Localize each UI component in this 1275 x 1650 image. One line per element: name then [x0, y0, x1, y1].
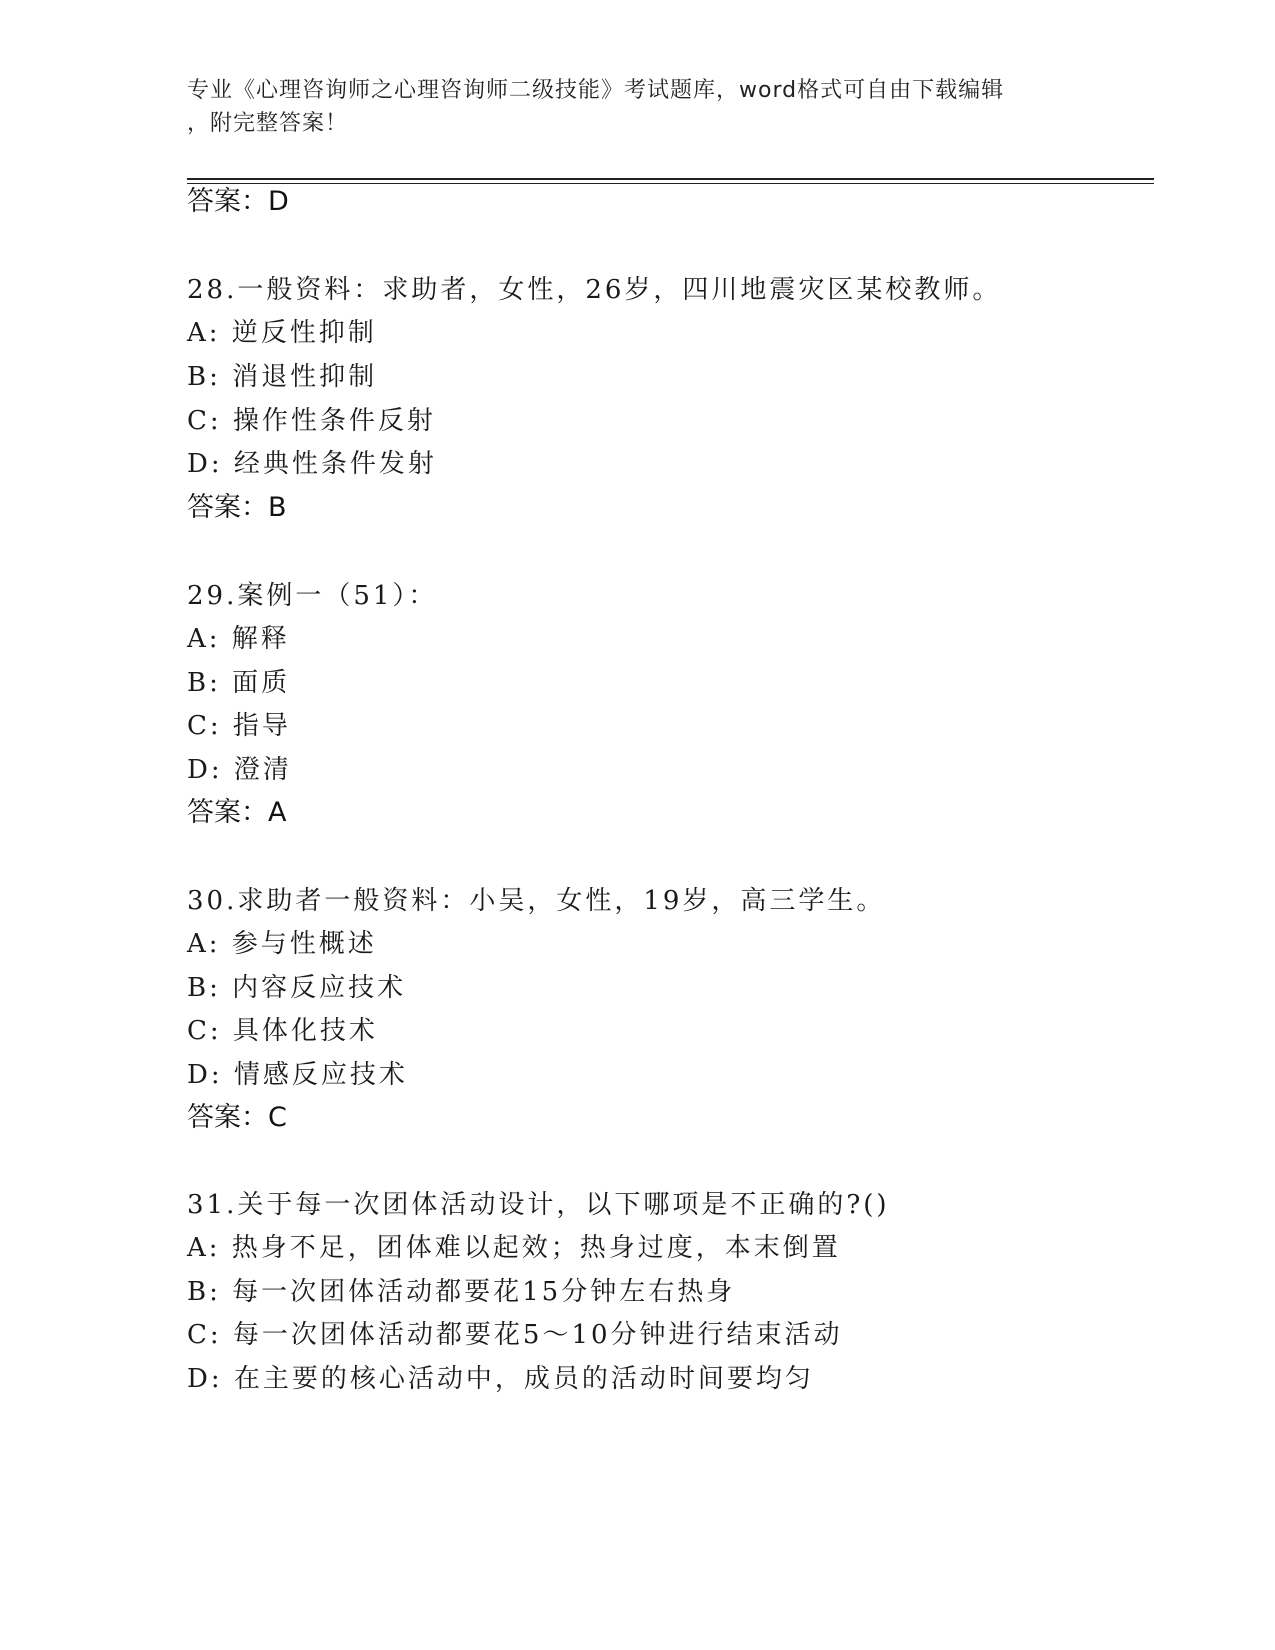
question-stem: 30.求助者一般资料：小吴，女性，19岁，高三学生。 [187, 886, 886, 916]
option-a: A: 热身不足，团体难以起效；热身过度，本末倒置 [187, 1233, 841, 1263]
option-b: B: 内容反应技术 [187, 973, 407, 1003]
option-a: A: 解释 [187, 624, 290, 654]
option-d: D: 情感反应技术 [187, 1060, 408, 1090]
option-d: D: 经典性条件发射 [187, 449, 437, 479]
header-line-1: 专业《心理咨询师之心理咨询师二级技能》考试题库，word格式可自由下载编辑 [187, 78, 1005, 103]
header-line-2: ，附完整答案！ [187, 111, 349, 136]
question-stem: 28.一般资料：求助者，女性，26岁，四川地震灾区某校教师。 [187, 275, 1002, 305]
option-b: B: 面质 [187, 668, 291, 698]
question-stem: 29.案例一（51）： [187, 581, 438, 611]
option-b: B: 每一次团体活动都要花15分钟左右热身 [187, 1277, 736, 1307]
header-divider-thick [187, 178, 1154, 180]
option-c: C: 指导 [187, 711, 291, 741]
answer: 答案：C [187, 1102, 287, 1133]
option-a: A: 逆反性抑制 [187, 318, 377, 348]
option-c: C: 操作性条件反射 [187, 406, 436, 436]
option-a: A: 参与性概述 [187, 929, 377, 959]
option-b: B: 消退性抑制 [187, 362, 378, 392]
document-header [187, 74, 1087, 140]
option-d: D: 在主要的核心活动中，成员的活动时间要均匀 [187, 1364, 814, 1394]
answer: 答案：B [187, 492, 287, 523]
option-c: C: 每一次团体活动都要花5～10分钟进行结束活动 [187, 1320, 843, 1350]
question-stem: 31.关于每一次团体活动设计，以下哪项是不正确的?() [187, 1190, 890, 1220]
answer: 答案：A [187, 797, 287, 828]
header-divider-thin [187, 183, 1154, 184]
option-d: D: 澄清 [187, 755, 292, 785]
option-c: C: 具体化技术 [187, 1016, 378, 1046]
previous-answer: 答案：D [187, 186, 289, 217]
